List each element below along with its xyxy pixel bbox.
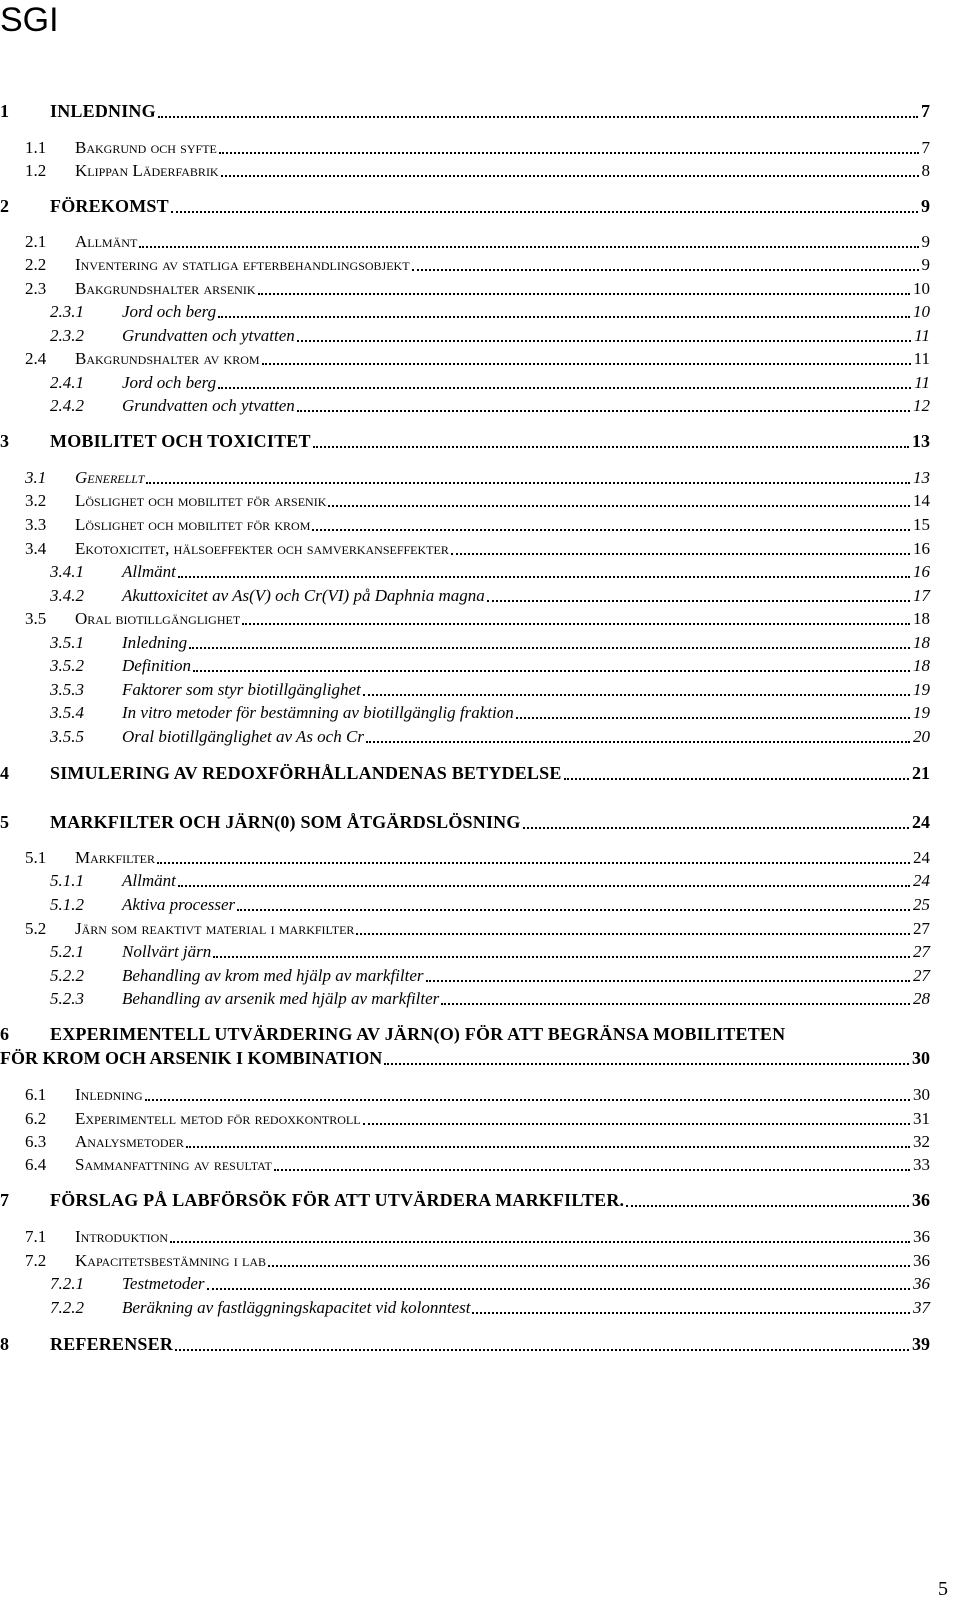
toc-entry-number: 7 <box>0 1190 9 1210</box>
toc-entry-continuation[interactable] <box>0 1045 930 1069</box>
toc-entry-5-2-3[interactable] <box>0 985 930 1009</box>
toc-entry-number: 1 <box>0 101 9 121</box>
toc-leader-dots <box>516 717 910 719</box>
toc-entry-page: 14 <box>913 491 930 510</box>
toc-entry-5-1-2[interactable] <box>0 891 930 915</box>
toc-leader-dots <box>523 827 909 829</box>
toc-entry-title: Kapacitetsbestämning i lab <box>75 1251 267 1270</box>
toc-entry-3-4-2[interactable] <box>0 582 930 606</box>
toc-entry-page: 36 <box>913 1227 930 1246</box>
toc-entry-page: 16 <box>913 562 930 581</box>
toc-entry-3-4-1[interactable] <box>0 558 930 582</box>
toc-leader-dots <box>268 1265 910 1267</box>
toc-entry-3-5-1[interactable] <box>0 629 930 653</box>
toc-entry-page: 20 <box>913 727 930 746</box>
toc-entry-page: 30 <box>913 1085 930 1104</box>
toc-entry-title: Inledning <box>75 1085 143 1104</box>
toc-leader-dots <box>193 670 910 672</box>
toc-entry-title: Experimentell metod för redoxkontroll <box>75 1109 361 1128</box>
toc-entry-number: 6.3 <box>25 1132 47 1151</box>
toc-entry-5-1[interactable] <box>0 844 930 868</box>
toc-entry-5-2-2[interactable] <box>0 962 930 986</box>
toc-entry-title: Allmänt <box>122 562 176 581</box>
toc-leader-dots <box>441 1003 910 1005</box>
toc-leader-dots <box>175 1349 909 1351</box>
toc-entry-6-4[interactable] <box>0 1151 930 1175</box>
toc-entry-title: Markfilter <box>75 848 156 867</box>
toc-entry-title: FÖREKOMST <box>50 196 169 216</box>
toc-entry-page: 7 <box>921 101 930 121</box>
toc-leader-dots <box>328 505 910 507</box>
toc-entry-page: 13 <box>912 431 930 451</box>
toc-entry-2-4-2[interactable] <box>0 392 930 416</box>
toc-entry-title: Grundvatten och ytvatten <box>122 396 295 415</box>
toc-entry-number: 5.2 <box>25 919 47 938</box>
toc-entry-title: Allmänt <box>122 871 176 890</box>
toc-entry-3-1[interactable] <box>0 464 930 488</box>
toc-entry-number: 2.4.2 <box>50 396 84 415</box>
toc-entry-page: 18 <box>913 656 930 675</box>
toc-leader-dots <box>219 152 919 154</box>
toc-entry-number: 5.1.1 <box>50 871 84 890</box>
toc-entry-title: Definition <box>122 656 191 675</box>
toc-leader-dots <box>313 446 909 448</box>
toc-entry-page: 17 <box>913 586 930 605</box>
toc-entry-page: 15 <box>913 515 930 534</box>
toc-entry-title: Testmetoder <box>122 1274 205 1293</box>
toc-entry-number: 7.2 <box>25 1251 47 1270</box>
toc-entry-page: 9 <box>921 232 930 251</box>
toc-leader-dots <box>237 909 910 911</box>
toc-entry-2-3-1[interactable] <box>0 298 930 322</box>
toc-entry-page: 25 <box>913 895 930 914</box>
toc-entry-page: 11 <box>913 349 930 368</box>
toc-entry-number: 2.3 <box>25 279 47 298</box>
toc-entry-5[interactable] <box>0 809 930 833</box>
toc-entry-page: 7 <box>921 138 930 157</box>
toc-entry-title: Bakgrundshalter av krom <box>75 349 260 368</box>
toc-entry-page: 19 <box>913 680 930 699</box>
toc-leader-dots <box>297 340 911 342</box>
toc-entry-number: 5.2.2 <box>50 966 84 985</box>
toc-entry-title: Jord och berg <box>122 373 217 392</box>
toc-entry-3-5[interactable] <box>0 605 930 629</box>
toc-entry-page: 27 <box>913 942 930 961</box>
toc-entry-title: Aktiva processer <box>122 895 236 914</box>
toc-leader-dots <box>564 778 909 780</box>
toc-entry-1-1[interactable] <box>0 134 930 158</box>
toc-leader-dots <box>186 1146 910 1148</box>
toc-entry-6-2[interactable] <box>0 1105 930 1129</box>
toc-entry-title: Beräkning av fastläggningskapacitet vid kolonntest <box>122 1298 471 1317</box>
toc-entry-4[interactable] <box>0 760 930 784</box>
toc-entry-title: Inventering av statliga efterbehandlingsobjekt <box>75 255 410 274</box>
toc-entry-title: Akuttoxicitet av As(V) och Cr(VI) på Daphnia magna <box>122 586 485 605</box>
toc-entry-2-4[interactable] <box>0 345 930 369</box>
toc-entry-5-2[interactable] <box>0 915 930 939</box>
toc-entry-page: 10 <box>913 302 930 321</box>
toc-entry-1[interactable] <box>0 98 930 122</box>
toc-entry-page: 36 <box>913 1251 930 1270</box>
toc-entry-page: 24 <box>912 812 930 832</box>
toc-entry-title: FÖRSLAG PÅ LABFÖRSÖK FÖR ATT UTVÄRDERA MARKFILTER. <box>50 1190 625 1210</box>
toc-entry-page: 21 <box>912 763 930 783</box>
toc-entry-number: 7.2.2 <box>50 1298 84 1317</box>
toc-entry-number: 2.4.1 <box>50 373 84 392</box>
toc-entry-page: 27 <box>913 919 930 938</box>
toc-leader-dots <box>312 529 910 531</box>
toc-entry-number: 3.5.5 <box>50 727 84 746</box>
toc-leader-dots <box>146 482 910 484</box>
toc-entry-title: Grundvatten och ytvatten <box>122 326 295 345</box>
toc-entry-number: 3.1 <box>25 468 47 487</box>
toc-entry-title: Oral biotillgänglighet av As och Cr <box>122 727 364 746</box>
toc-entry-page: 18 <box>913 609 930 628</box>
toc-entry-number: 2.3.2 <box>50 326 84 345</box>
toc-entry-3-4[interactable] <box>0 535 930 559</box>
toc-leader-dots <box>487 600 910 602</box>
toc-entry-page: 28 <box>913 989 930 1008</box>
toc-entry-page: 9 <box>921 196 930 216</box>
toc-leader-dots <box>218 387 911 389</box>
toc-entry-3-2[interactable] <box>0 487 930 511</box>
toc-leader-dots <box>213 956 910 958</box>
toc-entry-title: Inledning <box>122 633 188 652</box>
toc-entry-7[interactable] <box>0 1187 930 1211</box>
toc-entry-number: 3.4.2 <box>50 586 84 605</box>
toc-leader-dots <box>262 363 911 365</box>
toc-leader-dots <box>242 623 910 625</box>
toc-entry-number: 3.4 <box>25 539 47 558</box>
toc-leader-dots <box>139 246 918 248</box>
toc-entry-title: In vitro metoder för bestämning av biotillgänglig fraktion <box>122 703 514 722</box>
toc-entry-number: 5.2.1 <box>50 942 84 961</box>
toc-leader-dots <box>472 1312 910 1314</box>
toc-entry-title: REFERENSER <box>50 1334 174 1354</box>
toc-leader-dots <box>366 741 910 743</box>
toc-leader-dots <box>171 211 918 213</box>
toc-entry-title: Ekotoxicitet, hälsoeffekter och samverkanseffekter <box>75 539 449 558</box>
page-number: 5 <box>938 1578 948 1600</box>
toc-entry-page: 36 <box>913 1274 930 1293</box>
toc-entry-title: Analysmetoder <box>75 1132 184 1151</box>
toc-entry-number: 5.2.3 <box>50 989 84 1008</box>
toc-entry-number: 8 <box>0 1334 9 1354</box>
toc-entry-number: 3.3 <box>25 515 47 534</box>
toc-entry-number: 6 <box>0 1024 9 1044</box>
toc-entry-title: Behandling av krom med hjälp av markfilter <box>122 966 424 985</box>
toc-entry-title: Bakgrund och syfte <box>75 138 217 157</box>
toc-entry-number: 3.4.1 <box>50 562 84 581</box>
toc-leader-dots <box>221 175 919 177</box>
toc-entry-page: 11 <box>914 326 930 345</box>
toc-entry-number: 3 <box>0 431 9 451</box>
toc-leader-dots <box>274 1169 910 1171</box>
toc-entry-2-3[interactable] <box>0 275 930 299</box>
toc-leader-dots <box>356 933 910 935</box>
toc-entry-3-5-3[interactable] <box>0 676 930 700</box>
toc-entry-number: 3.5.3 <box>50 680 84 699</box>
toc-entry-2-1[interactable] <box>0 228 930 252</box>
toc-entry-title: Nollvärt järn <box>122 942 212 961</box>
toc-entry-number: 3.2 <box>25 491 47 510</box>
toc-leader-dots <box>178 885 910 887</box>
toc-leader-dots <box>170 1241 910 1243</box>
toc-entry-number: 6.1 <box>25 1085 47 1104</box>
toc-entry-number: 3.5 <box>25 609 47 628</box>
toc-entry-number: 6.4 <box>25 1155 47 1174</box>
toc-entry-title: SIMULERING AV REDOXFÖRHÅLLANDENAS BETYDELSE <box>50 763 562 783</box>
toc-entry-number: 5.1.2 <box>50 895 84 914</box>
toc-leader-dots <box>178 576 910 578</box>
toc-entry-title: Löslighet och mobilitet för krom <box>75 515 311 534</box>
toc-entry-title-line2: FÖR KROM OCH ARSENIK I KOMBINATION <box>0 1048 383 1068</box>
toc-leader-dots <box>218 316 910 318</box>
toc-leader-dots <box>158 116 918 118</box>
toc-entry-7-2[interactable] <box>0 1247 930 1271</box>
toc-entry-3-5-2[interactable] <box>0 652 930 676</box>
toc-leader-dots <box>189 647 910 649</box>
toc-entry-page: 39 <box>912 1334 930 1354</box>
toc-entry-number: 3.5.2 <box>50 656 84 675</box>
toc-entry-7-2-1[interactable] <box>0 1270 930 1294</box>
toc-entry-6[interactable] <box>0 1021 930 1045</box>
toc-entry-5-2-1[interactable] <box>0 938 930 962</box>
toc-entry-number: 2 <box>0 196 9 216</box>
toc-entry-page: 9 <box>921 255 930 274</box>
toc-entry-number: 4 <box>0 763 9 783</box>
toc-entry-number: 5 <box>0 812 9 832</box>
toc-entry-page: 24 <box>913 848 930 867</box>
toc-leader-dots <box>451 553 910 555</box>
toc-entry-page: 30 <box>912 1048 930 1068</box>
toc-entry-page: 13 <box>913 468 930 487</box>
toc-entry-page: 8 <box>921 161 930 180</box>
toc-entry-2[interactable] <box>0 193 930 217</box>
toc-entry-title: Löslighet och mobilitet för arsenik <box>75 491 327 510</box>
toc-entry-2-2[interactable] <box>0 251 930 275</box>
toc-entry-page: 11 <box>914 373 930 392</box>
toc-entry-number: 2.1 <box>25 232 47 251</box>
toc-entry-title: Allmänt <box>75 232 138 251</box>
toc-entry-page: 24 <box>913 871 930 890</box>
toc-entry-page: 33 <box>913 1155 930 1174</box>
toc-entry-title: MOBILITET OCH TOXICITET <box>50 431 311 451</box>
toc-leader-dots <box>412 269 919 271</box>
toc-entry-number: 1.1 <box>25 138 47 157</box>
toc-entry-page: 12 <box>913 396 930 415</box>
toc-entry-7-2-2[interactable] <box>0 1294 930 1318</box>
document-header-logo: SGI <box>0 1 59 39</box>
toc-entry-number: 2.2 <box>25 255 47 274</box>
toc-entry-3-5-5[interactable] <box>0 723 930 747</box>
toc-entry-page: 37 <box>913 1298 930 1317</box>
toc-entry-title: Järn som reaktivt material i markfilter <box>75 919 355 938</box>
toc-entry-number: 3.5.4 <box>50 703 84 722</box>
toc-entry-6-1[interactable] <box>0 1081 930 1105</box>
toc-entry-page: 27 <box>913 966 930 985</box>
toc-leader-dots <box>157 862 910 864</box>
toc-entry-7-1[interactable] <box>0 1223 930 1247</box>
toc-leader-dots <box>207 1288 911 1290</box>
toc-entry-title: Sammanfattning av resultat <box>75 1155 272 1174</box>
toc-leader-dots <box>363 1123 910 1125</box>
toc-entry-page: 32 <box>913 1132 930 1151</box>
toc-entry-number: 6.2 <box>25 1109 47 1128</box>
toc-entry-3[interactable] <box>0 428 930 452</box>
toc-entry-3-5-4[interactable] <box>0 699 930 723</box>
toc-entry-title: INLEDNING <box>50 101 156 121</box>
toc-entry-5-1-1[interactable] <box>0 867 930 891</box>
toc-entry-8[interactable] <box>0 1331 930 1355</box>
toc-entry-number: 3.5.1 <box>50 633 84 652</box>
toc-entry-3-3[interactable] <box>0 511 930 535</box>
toc-entry-1-2[interactable] <box>0 157 930 181</box>
toc-leader-dots <box>626 1205 909 1207</box>
toc-entry-2-3-2[interactable] <box>0 322 930 346</box>
toc-entry-2-4-1[interactable] <box>0 369 930 393</box>
toc-entry-title: Faktorer som styr biotillgänglighet <box>122 680 361 699</box>
toc-entry-number: 1.2 <box>25 161 47 180</box>
toc-entry-number: 7.1 <box>25 1227 47 1246</box>
toc-entry-title: Behandling av arsenik med hjälp av markfilter <box>122 989 440 1008</box>
toc-entry-number: 5.1 <box>25 848 47 867</box>
toc-leader-dots <box>384 1063 909 1065</box>
toc-leader-dots <box>297 410 910 412</box>
toc-entry-title: Oral biotillgänglighet <box>75 609 241 628</box>
toc-entry-number: 2.3.1 <box>50 302 84 321</box>
toc-entry-title: Generellt <box>75 468 145 487</box>
toc-entry-title: Klippan Läderfabrik <box>75 161 219 180</box>
toc-entry-title: Introduktion <box>75 1227 168 1246</box>
toc-entry-6-3[interactable] <box>0 1128 930 1152</box>
toc-leader-dots <box>258 293 911 295</box>
toc-entry-page: 18 <box>913 633 930 652</box>
toc-entry-page: 31 <box>913 1109 930 1128</box>
toc-entry-title: Jord och berg <box>122 302 217 321</box>
toc-entry-number: 2.4 <box>25 349 47 368</box>
toc-leader-dots <box>363 694 910 696</box>
toc-entry-page: 36 <box>912 1190 930 1210</box>
toc-entry-title: EXPERIMENTELL UTVÄRDERING AV JÄRN(O) FÖR ATT BEGRÄNSA MOBILITETEN <box>50 1024 786 1044</box>
toc-leader-dots <box>145 1099 910 1101</box>
toc-entry-page: 16 <box>913 539 930 558</box>
toc-leader-dots <box>426 980 910 982</box>
toc-entry-page: 19 <box>913 703 930 722</box>
toc-entry-title: Bakgrundshalter arsenik <box>75 279 256 298</box>
toc-entry-page: 10 <box>913 279 930 298</box>
toc-entry-number: 7.2.1 <box>50 1274 84 1293</box>
toc-entry-title: MARKFILTER OCH JÄRN(0) SOM ÅTGÄRDSLÖSNING <box>50 812 521 832</box>
